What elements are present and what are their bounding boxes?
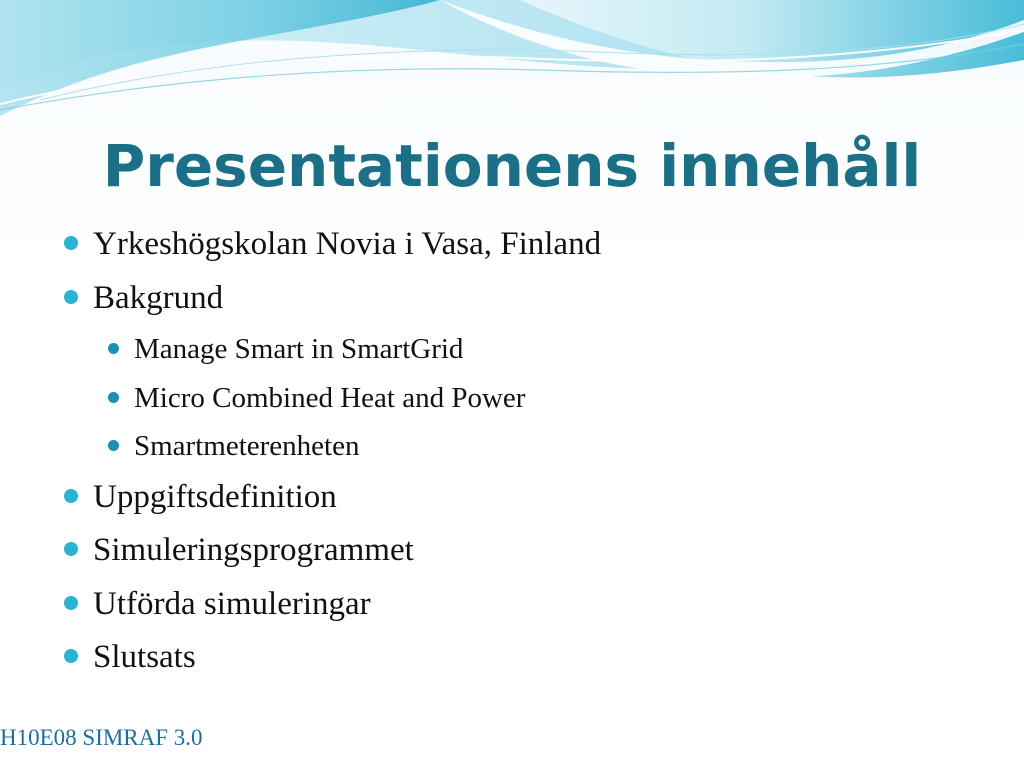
sub-bullet-dot-icon	[108, 392, 119, 403]
sub-bullet-text: Micro Combined Heat and Power	[134, 381, 526, 414]
bullet-text: Utförda simuleringar	[93, 585, 371, 622]
bullet-text: Bakgrund	[93, 279, 224, 316]
sub-bullet-dot-icon	[108, 343, 119, 354]
bullet-item	[64, 218, 964, 272]
bullet-item	[64, 631, 964, 685]
bullet-list	[64, 218, 964, 685]
sub-bullet-item	[64, 374, 964, 423]
slide-title: Presentationens innehåll	[102, 132, 922, 200]
bullet-text: Uppgiftsdefinition	[93, 478, 337, 515]
bullet-item	[64, 272, 964, 326]
bullet-item	[64, 578, 964, 632]
bullet-item	[64, 524, 964, 578]
sub-bullet-dot-icon	[108, 440, 119, 451]
sub-bullet-text: Smartmeterenheten	[134, 430, 360, 462]
bullet-item	[64, 471, 964, 525]
bullet-text: Yrkeshögskolan Novia i Vasa, Finland	[93, 226, 602, 262]
slide-footer: H10E08 SIMRAF 3.0	[0, 725, 203, 750]
bullet-dot-icon	[64, 542, 78, 556]
sub-bullet-item	[64, 422, 964, 471]
bullet-dot-icon	[64, 649, 78, 663]
bullet-text: Simuleringsprogrammet	[93, 532, 414, 568]
bullet-dot-icon	[64, 290, 78, 304]
wave-header-graphic	[0, 0, 1024, 130]
bullet-dot-icon	[64, 596, 78, 610]
bullet-dot-icon	[64, 236, 78, 250]
bullet-dot-icon	[64, 489, 78, 503]
sub-bullet-text: Manage Smart in SmartGrid	[134, 333, 464, 365]
bullet-text: Slutsats	[93, 639, 196, 675]
sub-bullet-item	[64, 325, 964, 374]
